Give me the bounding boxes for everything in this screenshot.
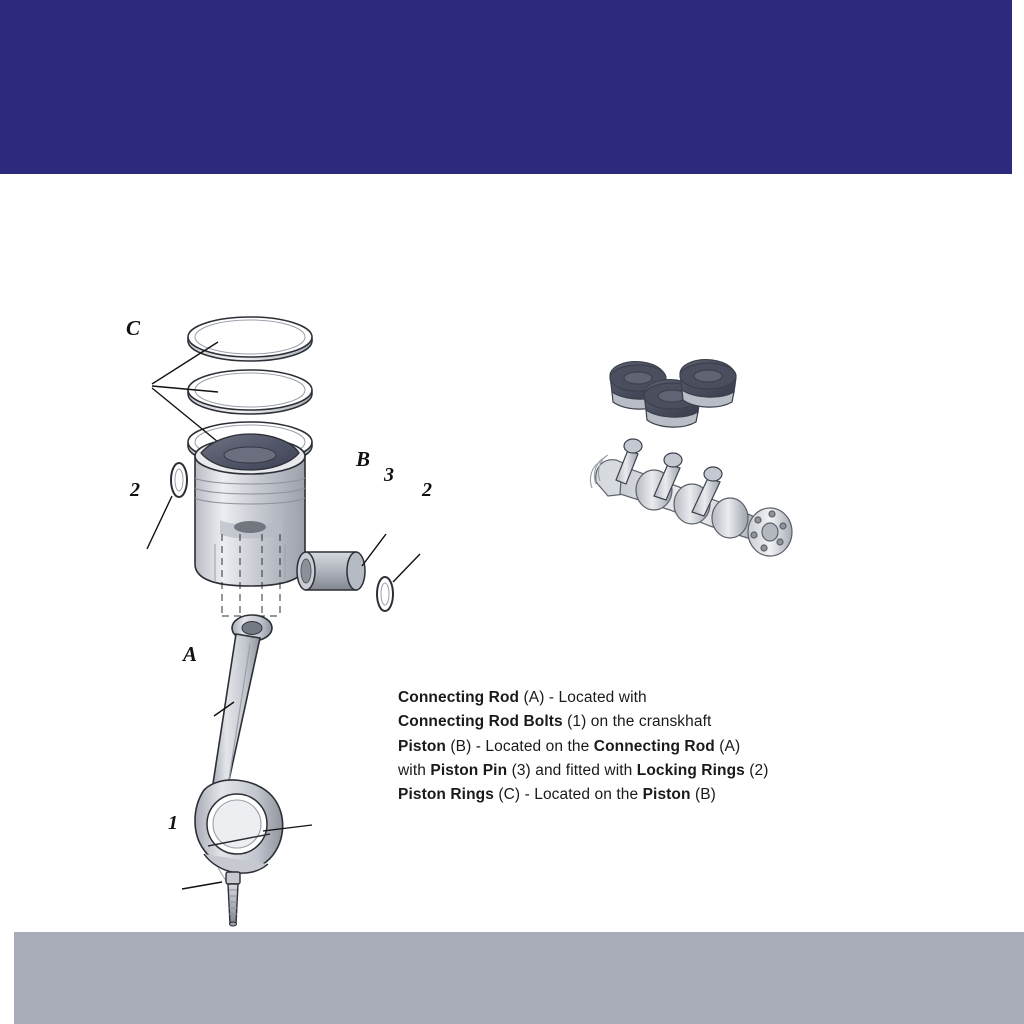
footer-band xyxy=(14,932,1024,1024)
caption-term: Piston xyxy=(398,737,446,755)
caption-line-5 xyxy=(398,783,868,807)
caption-text: (A) xyxy=(714,737,741,755)
caption-text: (B) xyxy=(690,786,716,804)
caption-term: Connecting Rod Bolts xyxy=(398,713,563,731)
callout-label-1: 1 xyxy=(168,812,178,834)
caption-line-2 xyxy=(398,710,868,734)
diagram-stage xyxy=(0,174,1024,932)
caption-line-4 xyxy=(398,759,868,783)
connecting-rod xyxy=(195,615,283,884)
caption-text: (C) - Located on the xyxy=(493,786,643,804)
locking-ring-left xyxy=(171,463,187,497)
callout-label-2-left: 2 xyxy=(130,479,140,501)
caption-text: (1) on the cranskhaft xyxy=(562,713,712,731)
callout-leader-2-left xyxy=(147,496,172,549)
assembled-crankshaft-illustration xyxy=(580,354,810,564)
caption-term: Piston Pin xyxy=(430,761,508,779)
caption-term: Piston Rings xyxy=(398,786,494,804)
caption-term: Connecting Rod xyxy=(398,689,520,706)
piston-pin xyxy=(297,552,365,590)
callout-label-3: 3 xyxy=(384,464,394,486)
callout-label-2-right: 2 xyxy=(422,479,432,501)
caption-line-1 xyxy=(398,686,868,710)
caption-term: Connecting Rod xyxy=(593,737,715,755)
piston-group xyxy=(195,434,305,586)
diagram-caption xyxy=(398,686,868,807)
caption-line-3 xyxy=(398,735,868,759)
caption-text: (A) - Located with xyxy=(519,689,647,706)
header-band xyxy=(0,0,1012,174)
caption-text: (B) - Located on the xyxy=(445,737,594,755)
caption-term: Piston xyxy=(642,786,691,804)
callout-label-A: A xyxy=(183,642,198,666)
callout-leader-3 xyxy=(362,534,386,566)
header-right-margin xyxy=(1012,0,1024,174)
caption-text: (3) and fitted with xyxy=(507,761,637,779)
callout-leader-1 xyxy=(182,882,222,889)
caption-term: Locking Rings xyxy=(636,761,745,779)
connecting-rod-bolt xyxy=(226,872,240,926)
callout-label-C: C xyxy=(126,316,141,340)
callout-label-B: B xyxy=(356,447,371,471)
caption-text: (2) xyxy=(744,761,769,779)
locking-ring-right xyxy=(377,577,393,611)
piston-assembly-illustration xyxy=(100,234,460,934)
callout-leader-2-right xyxy=(393,554,420,582)
caption-text: with xyxy=(398,761,431,779)
